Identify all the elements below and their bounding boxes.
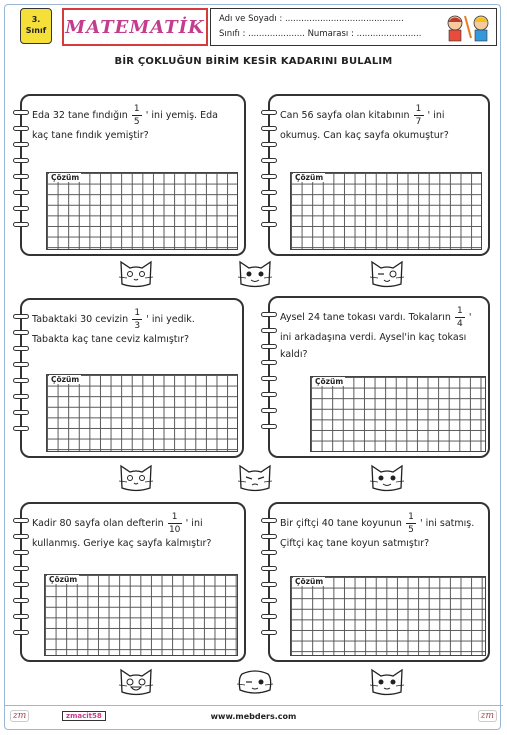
cat-face-icon <box>368 666 406 696</box>
question-card-6 <box>268 502 490 662</box>
question-card-3 <box>20 298 244 458</box>
solution-label: Çözüm <box>51 375 80 384</box>
question-card-5 <box>20 502 246 662</box>
cat-face-icon <box>368 258 406 288</box>
class-line: Sınıfı : ..................... Numarası : ........................ <box>219 29 422 39</box>
footer-url[interactable]: www.mebders.com <box>210 712 297 721</box>
page-title: BİR ÇOKLUĞUN BİRİM KESİR KADARINI BULALIM <box>114 56 393 67</box>
question-card-2 <box>268 94 490 256</box>
question-text-3: Tabaktaki 30 cevizin $\frac{1}{3}$ ' ini yedik. Tabakta kaç tane ceviz kalmıştır? <box>32 308 195 345</box>
fraction: $\frac{1}{5}$ <box>406 512 416 535</box>
fraction: $\frac{1}{5}$ <box>132 104 142 127</box>
spiral-rings <box>13 518 31 646</box>
solution-label: Çözüm <box>295 577 324 586</box>
footer-logo-left: zm <box>10 710 29 722</box>
cat-face-icon <box>117 666 155 696</box>
footer-logo-right: zm <box>478 710 497 722</box>
fraction: $\frac{1}{10}$ <box>168 512 181 535</box>
fraction: $\frac{1}{3}$ <box>132 308 142 331</box>
spiral-rings <box>261 110 279 238</box>
question-card-1 <box>20 94 246 256</box>
spiral-rings <box>261 518 279 646</box>
cat-face-icon <box>117 462 155 492</box>
fraction: $\frac{1}{4}$ <box>455 306 465 329</box>
question-text-2: Can 56 sayfa olan kitabının $\frac{1}{7}$ ' ini okumuş. Can kaç sayfa okumuştur? <box>280 104 449 141</box>
grade-number: 3. <box>31 15 41 24</box>
spiral-rings <box>13 314 31 442</box>
cat-face-icon <box>236 462 274 492</box>
solution-grid[interactable] <box>46 374 238 452</box>
solution-label: Çözüm <box>49 575 78 584</box>
solution-grid[interactable] <box>310 376 486 452</box>
kids-illustration-icon <box>441 12 499 42</box>
solution-label: Çözüm <box>315 377 344 386</box>
footer-divider <box>4 705 503 706</box>
spiral-rings <box>13 110 31 238</box>
cat-face-icon <box>236 666 274 696</box>
question-text-1: Eda 32 tane fındığın $\frac{1}{5}$ ' ini yemiş. Eda kaç tane fındık yemiştir? <box>32 104 218 141</box>
question-text-6: Bir çiftçi 40 tane koyunun $\frac{1}{5}$ ' ini satmış. Çiftçi kaç tane koyun satmıştır? <box>280 512 475 549</box>
cat-face-icon <box>236 258 274 288</box>
solution-label: Çözüm <box>295 173 324 182</box>
question-text-5: Kadir 80 sayfa olan defterin $\frac{1}{10}$ ' ini kullanmış. Geriye kaç sayfa kalmıştır? <box>32 512 212 549</box>
name-line: Adı ve Soyadı : ............................................ <box>219 14 404 24</box>
footer-code: zmacit58 <box>62 711 106 721</box>
cat-face-icon <box>368 462 406 492</box>
cat-face-icon <box>117 258 155 288</box>
solution-grid[interactable] <box>46 172 238 250</box>
solution-label: Çözüm <box>51 173 80 182</box>
solution-grid[interactable] <box>44 574 238 656</box>
subject-logo-text: MATEMATİK <box>65 16 205 38</box>
spiral-rings <box>261 312 279 440</box>
solution-grid[interactable] <box>290 576 486 656</box>
question-card-4 <box>268 296 490 458</box>
grade-sub: Sınıf <box>25 26 47 35</box>
grade-badge <box>20 8 52 44</box>
question-text-4: Aysel 24 tane tokası vardı. Tokaların $\frac{1}{4}$ ' ini arkadaşına verdi. Aysel'in kaç tokası kaldı? <box>280 306 472 360</box>
subject-logo <box>62 8 208 46</box>
fraction: $\frac{1}{7}$ <box>414 104 424 127</box>
solution-grid[interactable] <box>290 172 482 250</box>
